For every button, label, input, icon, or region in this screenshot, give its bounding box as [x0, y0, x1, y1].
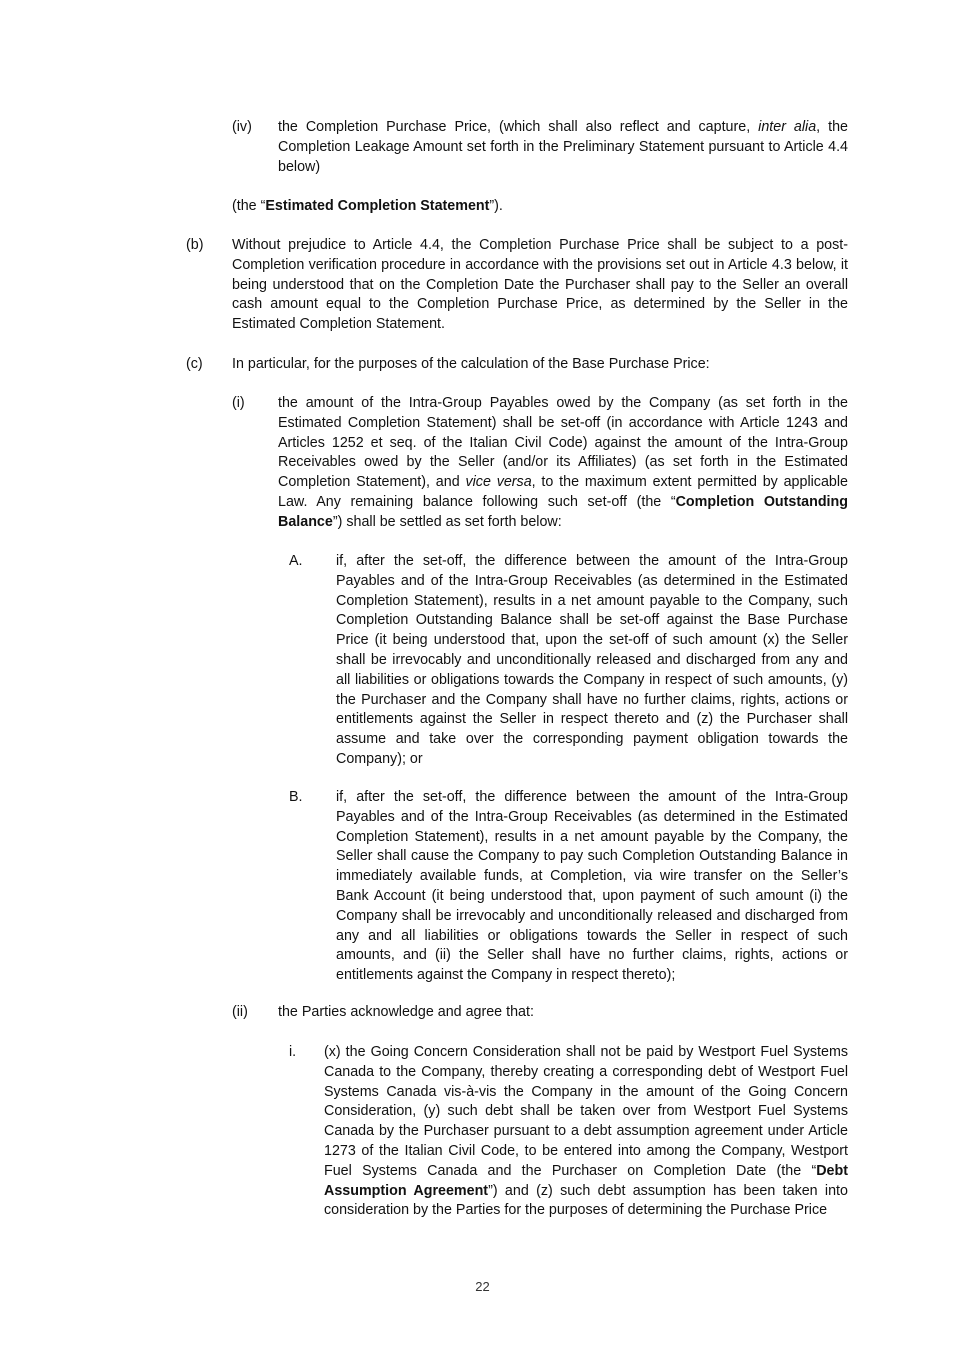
text-run: ”). [489, 198, 503, 214]
defined-term: Estimated Completion Statement [265, 198, 490, 214]
text-run: (the “ [232, 198, 266, 214]
italic-run: inter alia [758, 119, 817, 135]
paragraph-cii: the Parties acknowledge and agree that: [278, 1004, 534, 1020]
defined-term: Debt Assumption Agreement [324, 1162, 848, 1199]
item-label-b: (b) [186, 237, 204, 253]
page-number: 22 [475, 1279, 490, 1294]
text-run: , the Completion Leakage Amount set forth in the Preliminary Statement pursuant to Article 4.4 below) [278, 119, 848, 175]
item-label-c: (c) [186, 356, 203, 372]
paragraph-iv [278, 118, 848, 177]
text-run: , to the maximum extent permitted by applicable Law. Any remaining balance following such set-off (the “ [278, 474, 848, 510]
paragraph-b: Without prejudice to Article 4.4, the Completion Purchase Price shall be subject to a post-Completion verification procedure in accordance with the provisions set out in Article 4.3 below, it being understood that on the Completion Date the Purchaser shall pay to the Seller an overall cash amount equal to the Completion Purchase Price, as determined by the Seller in the Estimated Completion Statement. [232, 237, 848, 333]
estimated-completion-definition [232, 197, 848, 217]
item-label-cii: (ii) [232, 1004, 248, 1020]
item-label-iv: (iv) [232, 119, 252, 135]
text-run: the amount of the Intra-Group Payables owed by the Company (as set forth in the Estimated Completion Statement) shall be set-off (in accordance with Article 1243 and Articles 1252 et seq. of the Italian Civil Code) against the amount of the Intra-Group Receivables owed by the Seller (and/or its Affiliates) (as set forth in the Estimated Completion Statement), and [278, 395, 848, 491]
item-label-small-i: i. [289, 1044, 297, 1060]
text-run: (x) the Going Concern Consideration shall not be paid by Westport Fuel Systems Canada to the Company, thereby creating a corresponding debt of Westport Fuel Systems Canada vis-à-vis the Company in the amount of the Going Concern Consideration, (y) such debt shall be taken over from Westport Fuel Systems Canada by the Purchaser pursuant to a debt assumption agreement under Article 1273 of the Italian Civil Code, to be entered into among the Company, Westport Fuel Systems Canada and the Purchaser on Completion Date (the “ [324, 1044, 848, 1179]
paragraph-ci [278, 394, 848, 533]
item-label-A: A. [289, 553, 303, 569]
paragraph-B: if, after the set-off, the difference between the amount of the Intra-Group Payables and of the Intra-Group Receivables (as determined in the Estimated Completion Statement), results in a net amount payable by the Company, the Seller shall cause the Company to pay such Completion Outstanding Balance in immediately available funds, at Completion, via wire transfer on the Seller’s Bank Account (it being understood that, upon payment of such amount (i) the Company shall be irrevocably and unconditionally released and discharged from any and all liabilities or obligations towards the Seller in respect of such amounts, and (ii) the Seller shall have no further claims, rights, actions or entitlements against the Company in respect thereto); [336, 789, 848, 984]
italic-run: vice versa [465, 474, 532, 491]
text-run: ”) shall be settled as set forth below: [332, 513, 562, 530]
paragraph-small-i [324, 1043, 848, 1221]
item-label-ci: (i) [232, 395, 245, 411]
defined-term: Completion Outstanding Balance [278, 493, 848, 530]
paragraph-A: if, after the set-off, the difference between the amount of the Intra-Group Payables and of the Intra-Group Receivables (as determined in the Estimated Completion Statement), results in a net amount payable to the Company, such Completion Outstanding Balance shall be set-off against the Base Purchase Price (it being understood that, upon the set-off of such amount (x) the Seller shall be irrevocably and unconditionally released and discharged from any and all liabilities or obligations towards the Company in respect of such amounts, (y) the Purchaser and the Company shall have no further claims, rights, actions or entitlements against the Seller in respect thereto and (z) the Purchaser shall assume and take over the corresponding payment obligation towards the Company); or [336, 553, 848, 767]
text-run: ”) and (z) such debt assumption has been taken into consideration by the Parties for the purposes of determining the Purchase Price [324, 1182, 848, 1219]
item-label-B: B. [289, 789, 303, 805]
text-run: the Completion Purchase Price, (which shall also reflect and capture, [278, 119, 759, 135]
paragraph-c: In particular, for the purposes of the calculation of the Base Purchase Price: [232, 356, 710, 372]
